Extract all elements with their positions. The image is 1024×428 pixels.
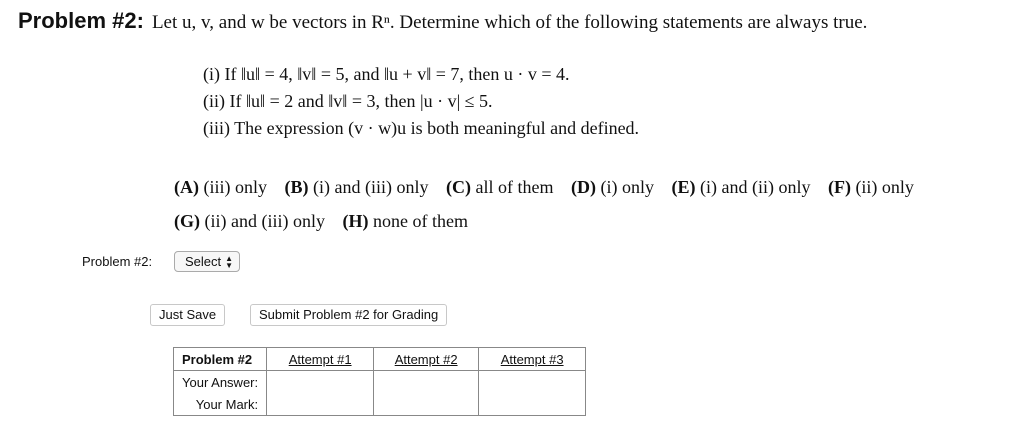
choice-g: (G) (ii) and (iii) only bbox=[174, 211, 325, 231]
attempts-table bbox=[173, 347, 586, 416]
choice-c: (C) all of them bbox=[445, 177, 554, 197]
your-answer-row bbox=[174, 371, 586, 394]
answer-select[interactable] bbox=[174, 251, 240, 272]
statement-ii: (ii) If ‖u‖ = 2 and ‖v‖ = 3, then |u · v| ≤ 5. bbox=[203, 91, 493, 111]
attempt-1-link[interactable]: Attempt #1 bbox=[267, 348, 374, 371]
mark-cell-2 bbox=[374, 393, 479, 416]
just-save-button[interactable]: Just Save bbox=[150, 304, 225, 326]
statement-iii: (iii) The expression (v · w)u is both meaningful and defined. bbox=[203, 118, 640, 138]
problem-heading bbox=[18, 8, 867, 34]
submit-for-grading-button[interactable]: Submit Problem #2 for Grading bbox=[250, 304, 447, 326]
problem-intro: Let u, v, and w be vectors in Rⁿ. Determine which of the following statements are always true. bbox=[151, 12, 868, 33]
choice-e: (E) (i) and (ii) only bbox=[671, 177, 811, 197]
your-answer-label: Your Answer: bbox=[174, 371, 267, 394]
statement-i: (i) If ‖u‖ = 4, ‖v‖ = 5, and ‖u + v‖ = 7, then u · v = 4. bbox=[203, 64, 570, 84]
answer-choices-row-1 bbox=[174, 177, 927, 198]
answer-select-value: Select bbox=[185, 254, 222, 269]
attempts-header-row bbox=[174, 348, 586, 371]
choice-d: (D) (i) only bbox=[570, 177, 654, 197]
attempt-3-link[interactable]: Attempt #3 bbox=[479, 348, 586, 371]
attempts-table-title: Problem #2 bbox=[174, 348, 267, 371]
problem-number: Problem #2: bbox=[18, 8, 144, 33]
answer-choices-row-2 bbox=[174, 211, 481, 232]
answer-cell-1 bbox=[267, 371, 374, 394]
your-mark-label: Your Mark: bbox=[174, 393, 267, 416]
choice-f: (F) (ii) only bbox=[827, 177, 914, 197]
choice-a: (A) (iii) only bbox=[174, 177, 267, 197]
choice-b: (B) (i) and (iii) only bbox=[284, 177, 429, 197]
your-mark-row bbox=[174, 393, 586, 416]
mark-cell-3 bbox=[479, 393, 586, 416]
choice-h: (H) none of them bbox=[342, 211, 468, 231]
select-arrows-icon: ▲ ▼ bbox=[225, 253, 234, 270]
answer-cell-3 bbox=[479, 371, 586, 394]
mark-cell-1 bbox=[267, 393, 374, 416]
answer-label: Problem #2: bbox=[82, 254, 153, 269]
answer-cell-2 bbox=[374, 371, 479, 394]
attempt-2-link[interactable]: Attempt #2 bbox=[374, 348, 479, 371]
